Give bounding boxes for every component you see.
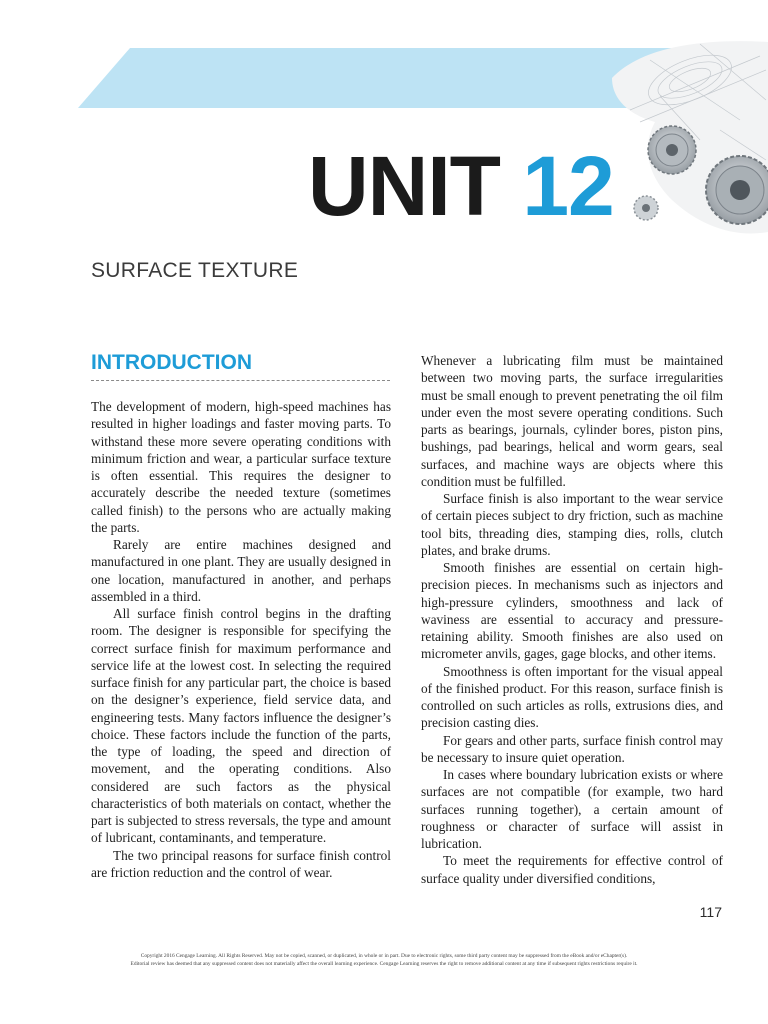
unit-word: UNIT <box>308 139 500 233</box>
page-number: 117 <box>699 904 722 920</box>
paragraph: The two principal reasons for surface finish control are friction reduction and the control of wear. <box>91 847 391 880</box>
paragraph: For gears and other parts, surface finish control may be necessary to insure quiet operation. <box>421 732 723 765</box>
chapter-subtitle: SURFACE TEXTURE <box>91 259 299 282</box>
unit-number: 12 <box>522 139 614 233</box>
copyright-notice <box>60 952 708 968</box>
left-text-column <box>91 398 391 881</box>
paragraph: In cases where boundary lubrication exists or where surfaces are not compatible (for example, two hard surfaces running together), a certain amount of roughness or character of surface will assist in lubrication. <box>421 767 723 851</box>
paragraph: The development of modern, high-speed machines has resulted in higher loadings and faster moving parts. To withstand these more severe operating conditions with minimum friction and wear, a particular surface texture is often essential. This requires the designer to accurately describe the needed texture (sometimes called finish) to the persons who are actually making the parts. <box>91 399 391 535</box>
paragraph: Whenever a lubricating film must be maintained between two moving parts, the surface irregularities must be small enough to prevent penetrating the oil film under even the most severe operating conditions. Such parts as bearings, journals, cylinder bores, piston pins, bushings, pad bearings, helical and worm gears, seal surfaces, and machine ways are objects where this condition must be fulfilled. <box>421 353 723 489</box>
section-heading: INTRODUCTION <box>91 348 390 381</box>
copyright-line: Copyright 2016 Cengage Learning. All Rights Reserved. May not be copied, scanned, or duplicated, in whole or in part. Due to electronic rights, some third party content may be suppressed from the eBook and/or eChapter(s). <box>140 953 628 959</box>
unit-title <box>308 136 614 236</box>
paragraph: All surface finish control begins in the drafting room. The designer is responsible for specifying the correct surface finish for maximum performance and service life at the lowest cost. In selecting the required surface finish for any particular part, the choice is based on the designer’s experience, field service data, and engineering tests. Many factors influence the designer’s choice. These factors include the function of the parts, the type of loading, the speed and direction of movement, and the operating conditions. Also considered are such factors as the physical characteristics of both materials on contact, whether the part is subjected to stress reversals, the type and amount of lubricant, contaminants, and temperature. <box>91 606 391 846</box>
paragraph: Smoothness is often important for the visual appeal of the finished product. For this reason, surface finish is controlled on such articles as rolls, extrusions dies, and precision casting dies. <box>421 663 723 731</box>
paragraph: Rarely are entire machines designed and manufactured in one plant. They are usually designed in one location, manufactured in another, and perhaps assembled in a third. <box>91 537 391 604</box>
paragraph: To meet the requirements for effective control of surface quality under diversified conditions, <box>421 853 723 886</box>
right-text-column <box>421 352 723 887</box>
paragraph: Surface finish is also important to the wear service of certain pieces subject to dry friction, such as machine tool bits, threading dies, stamping dies, rolls, clutch plates, and brake drums. <box>421 491 723 558</box>
paragraph: Smooth finishes are essential on certain high-precision pieces. In mechanisms such as injectors and high-pressure cylinders, smoothness and lack of waviness are essential to accuracy and pressure-retaining ability. Smooth finishes are also used on micrometer anvils, gages, gage blocks, and other items. <box>421 560 723 662</box>
copyright-line: Editorial review has deemed that any suppressed content does not materially affect the overall learning experience. Cengage Learning reserves the right to remove additional content at any time if subsequent rights restrictions require it. <box>130 961 638 967</box>
mechanical-drawing-gears-icon <box>612 41 768 233</box>
